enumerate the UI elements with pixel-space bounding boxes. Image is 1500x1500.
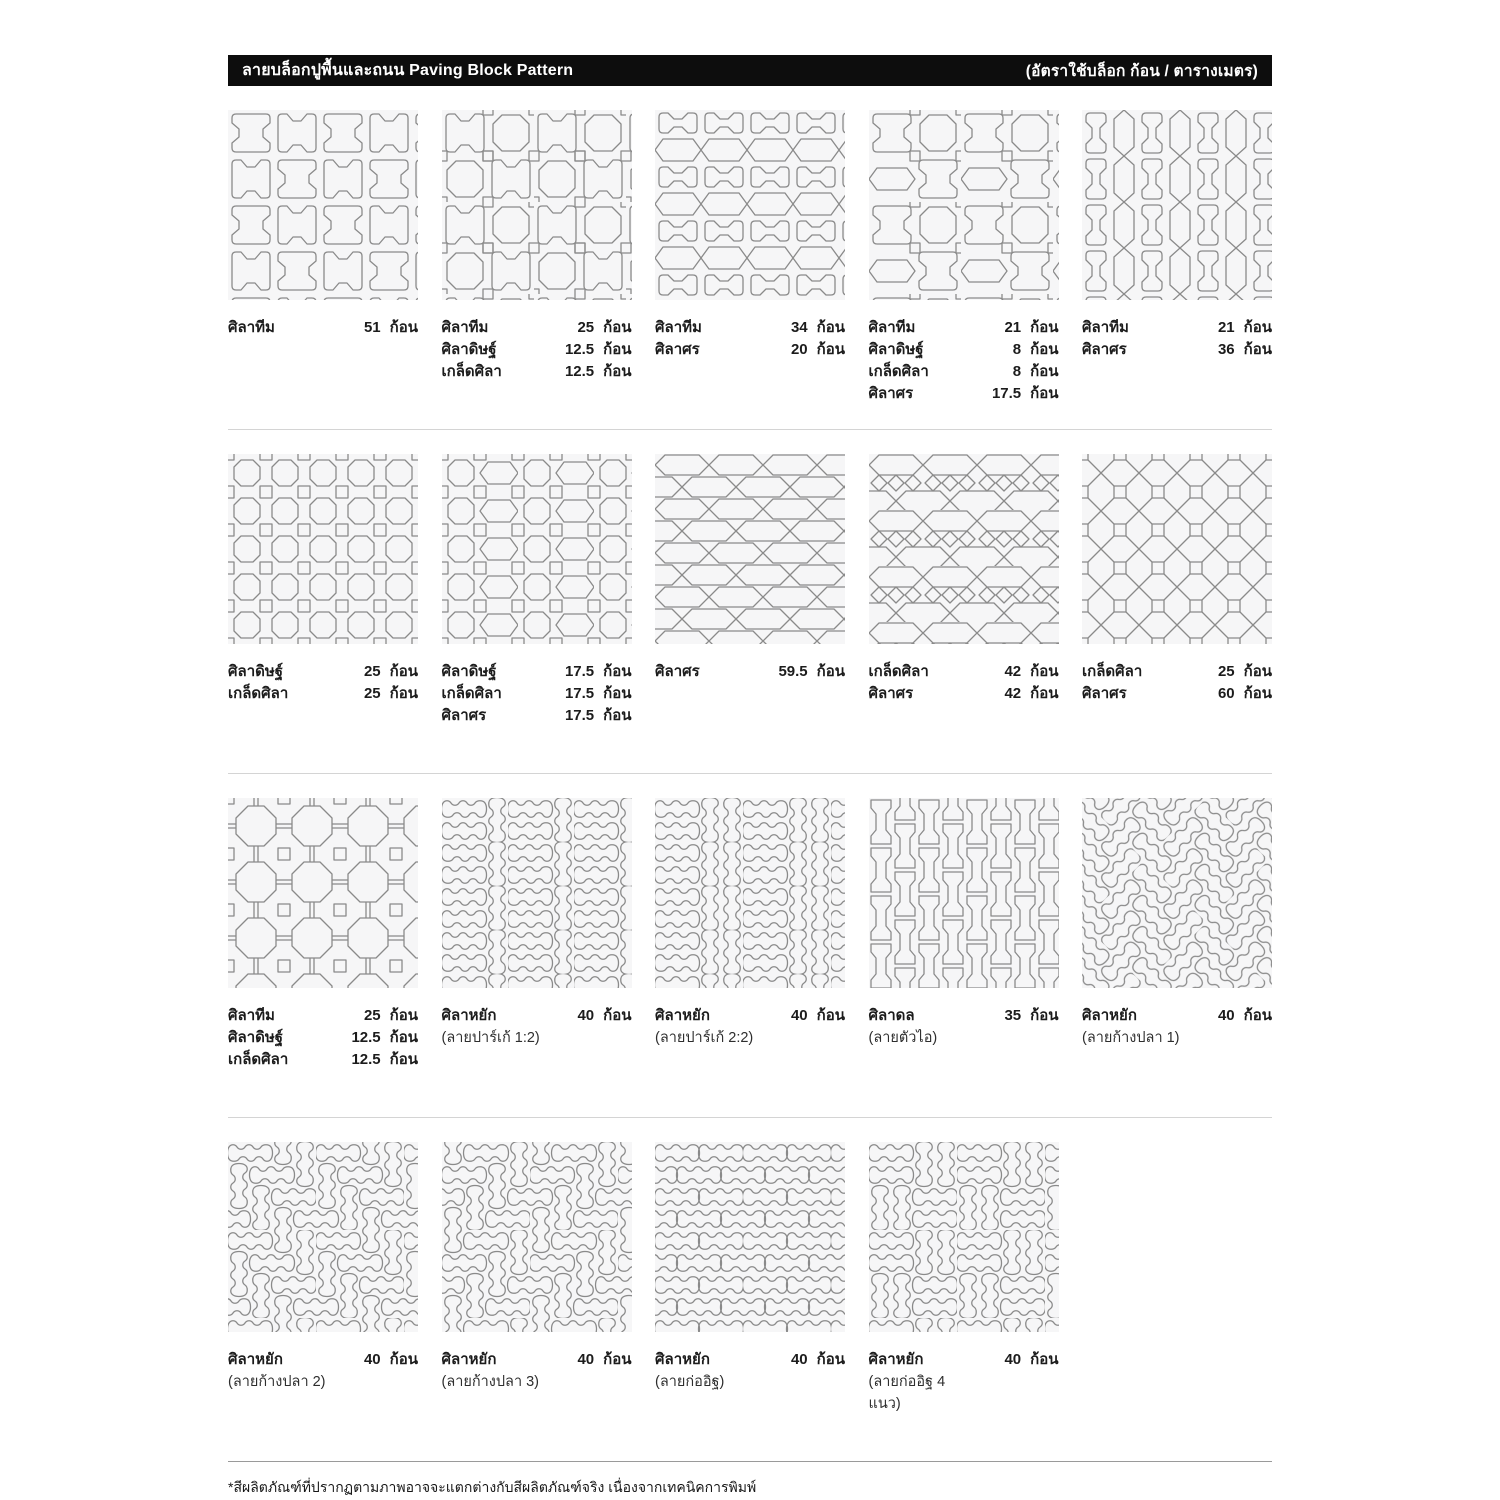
block-quantity: 12.5 ก้อน [564, 341, 632, 358]
pattern-label [655, 661, 845, 753]
block-name: ศิลาดิษฐ์ [868, 341, 924, 358]
pattern-layout-note: (ลายก้างปลา 1) [1082, 1030, 1180, 1046]
pattern-swatch [228, 454, 418, 644]
block-quantity: 42 ก้อน [1004, 685, 1059, 702]
block-name: ศิลาดิษฐ์ [228, 1029, 284, 1046]
pattern-swatch [1082, 454, 1272, 644]
block-quantity: 8 ก้อน [1012, 363, 1059, 380]
pattern-label [869, 1349, 1059, 1441]
block-quantity: 17.5 ก้อน [564, 707, 632, 724]
pattern-card [228, 1142, 418, 1441]
pattern-label [1082, 661, 1272, 753]
block-name: ศิลาหยัก [441, 1007, 497, 1024]
pattern-quantities [770, 661, 845, 683]
block-quantity: 25 ก้อน [1217, 663, 1272, 680]
page-title: ลายบล็อกปูพื้นและถนน Paving Block Pattern [242, 62, 574, 79]
block-name: เกล็ดศิลา [441, 363, 502, 380]
pattern-label [869, 1005, 1059, 1097]
block-quantity: 21 ก้อน [1217, 319, 1272, 336]
pattern-quantities [770, 1349, 845, 1371]
pattern-layout-note: (ลายก่ออิฐ) [655, 1374, 725, 1390]
block-name: ศิลาหยัก [1082, 1007, 1137, 1024]
pattern-swatch [869, 110, 1059, 300]
pattern-quantities [983, 1005, 1058, 1027]
pattern-swatch [1082, 798, 1272, 988]
block-name: ศิลาทีม [1082, 319, 1129, 336]
pattern-label [655, 1349, 845, 1441]
block-name: ศิลาดิษฐ์ [441, 341, 497, 358]
pattern-card [655, 1142, 845, 1441]
pattern-label [655, 317, 845, 409]
block-quantity: 12.5 ก้อน [351, 1051, 418, 1068]
block-quantity: 21 ก้อน [1004, 319, 1059, 336]
pattern-names [228, 1005, 343, 1071]
pattern-quantities [1197, 317, 1272, 361]
pattern-names [1082, 317, 1197, 361]
pattern-names [655, 1005, 770, 1049]
pattern-label [442, 1349, 632, 1441]
pattern-label [1082, 1005, 1272, 1097]
pattern-card [228, 798, 418, 1097]
pattern-names [442, 661, 557, 727]
block-name: ศิลาดิษฐ์ [441, 663, 497, 680]
pattern-swatch [228, 110, 418, 300]
block-name: ศิลาศร [868, 685, 914, 702]
pattern-card [869, 1142, 1059, 1441]
block-name: เกล็ดศิลา [868, 663, 929, 680]
pattern-swatch [228, 1142, 418, 1332]
pattern-swatch [442, 110, 632, 300]
pattern-quantities [556, 1005, 631, 1027]
block-name: ศิลาทีม [441, 319, 489, 336]
pattern-swatch [442, 454, 632, 644]
block-quantity: 40 ก้อน [1217, 1007, 1272, 1024]
block-name: ศิลาศร [655, 341, 700, 358]
pattern-quantities [1197, 661, 1272, 705]
pattern-quantities [343, 1349, 418, 1371]
pattern-label [228, 1349, 418, 1441]
pattern-label [1082, 317, 1272, 409]
block-quantity: 8 ก้อน [1012, 341, 1059, 358]
block-name: ศิลาดิษฐ์ [228, 663, 284, 680]
block-quantity: 12.5 ก้อน [564, 363, 632, 380]
pattern-card [442, 798, 632, 1097]
pattern-names [1082, 661, 1197, 705]
block-quantity: 40 ก้อน [790, 1351, 845, 1368]
pattern-swatch [442, 1142, 632, 1332]
block-quantity: 17.5 ก้อน [991, 385, 1059, 402]
block-name: ศิลาทีม [228, 1007, 275, 1024]
pattern-quantities [556, 317, 631, 383]
pattern-swatch [655, 798, 845, 988]
pattern-layout-note: (ลายปาร์เก้ 2:2) [655, 1030, 754, 1046]
pattern-quantities [556, 1349, 631, 1371]
block-name: ศิลาทีม [228, 319, 275, 336]
pattern-card [869, 798, 1059, 1097]
pattern-row [228, 798, 1272, 1097]
pattern-quantities [556, 661, 631, 727]
block-name: ศิลาหยัก [655, 1007, 710, 1024]
block-name: เกล็ดศิลา [228, 685, 289, 702]
pattern-label [228, 661, 418, 753]
pattern-row [228, 110, 1272, 409]
pattern-layout-note: (ลายก้างปลา 2) [228, 1374, 326, 1390]
block-quantity: 51 ก้อน [363, 319, 418, 336]
pattern-names [869, 1349, 984, 1415]
block-name: เกล็ดศิลา [1082, 663, 1143, 680]
pattern-label [655, 1005, 845, 1097]
pattern-layout-note: (ลายก่ออิฐ 4 แนว) [868, 1374, 946, 1412]
pattern-card [655, 110, 845, 409]
rate-unit-note: (อัตราใช้บล็อก ก้อน / ตารางเมตร) [1025, 63, 1258, 80]
pattern-quantities [343, 1005, 418, 1071]
block-quantity: 60 ก้อน [1217, 685, 1272, 702]
pattern-names [869, 1005, 984, 1049]
block-name: ศิลาทีม [868, 319, 916, 336]
row-divider [228, 773, 1272, 774]
header-bar [228, 55, 1272, 86]
block-name: ศิลาศร [1082, 685, 1127, 702]
pattern-card [869, 454, 1059, 753]
pattern-names [1082, 1005, 1197, 1049]
block-name: ศิลาศร [441, 707, 487, 724]
pattern-label [869, 317, 1059, 409]
block-name: ศิลาศร [868, 385, 914, 402]
pattern-card [228, 454, 418, 753]
pattern-label [228, 1005, 418, 1097]
pattern-swatch [1082, 110, 1272, 300]
pattern-names [869, 317, 984, 405]
pattern-quantities [983, 1349, 1058, 1371]
pattern-swatch [869, 798, 1059, 988]
pattern-grid [228, 110, 1272, 1462]
block-quantity: 12.5 ก้อน [351, 1029, 418, 1046]
pattern-card [228, 110, 418, 409]
pattern-card [869, 110, 1059, 409]
block-quantity: 20 ก้อน [790, 341, 845, 358]
block-name: ศิลาหยัก [228, 1351, 283, 1368]
pattern-card [1082, 110, 1272, 409]
pattern-layout-note: (ลายปาร์เก้ 1:2) [441, 1030, 540, 1046]
pattern-card [442, 454, 632, 753]
pattern-quantities [983, 661, 1058, 705]
pattern-quantities [770, 317, 845, 361]
pattern-layout-note: (ลายตัวไอ) [868, 1030, 938, 1046]
block-name: ศิลาดล [868, 1007, 915, 1024]
pattern-card [655, 454, 845, 753]
pattern-card [1082, 798, 1272, 1097]
block-quantity: 42 ก้อน [1004, 663, 1059, 680]
block-quantity: 40 ก้อน [577, 1007, 632, 1024]
pattern-swatch [655, 110, 845, 300]
pattern-names [869, 661, 984, 705]
block-quantity: 17.5 ก้อน [564, 663, 632, 680]
block-name: ศิลาหยัก [655, 1351, 710, 1368]
row-divider [228, 1117, 1272, 1118]
pattern-card [655, 798, 845, 1097]
pattern-swatch [228, 798, 418, 988]
block-quantity: 40 ก้อน [577, 1351, 632, 1368]
block-quantity: 40 ก้อน [363, 1351, 418, 1368]
pattern-swatch [655, 454, 845, 644]
pattern-row [228, 454, 1272, 753]
pattern-swatch [869, 454, 1059, 644]
block-quantity: 17.5 ก้อน [564, 685, 632, 702]
pattern-row [228, 1142, 1272, 1441]
block-name: ศิลาหยัก [868, 1351, 924, 1368]
pattern-card [1082, 454, 1272, 753]
pattern-card [442, 1142, 632, 1441]
row-divider [228, 1461, 1272, 1462]
pattern-names [442, 1005, 557, 1049]
pattern-label [442, 1005, 632, 1097]
block-name: ศิลาทีม [655, 319, 702, 336]
block-quantity: 25 ก้อน [363, 663, 418, 680]
pattern-quantities [983, 317, 1058, 405]
block-quantity: 40 ก้อน [790, 1007, 845, 1024]
block-name: เกล็ดศิลา [868, 363, 929, 380]
block-quantity: 36 ก้อน [1217, 341, 1272, 358]
pattern-layout-note: (ลายก้างปลา 3) [441, 1374, 540, 1390]
pattern-names [228, 661, 343, 705]
pattern-label [442, 317, 632, 409]
pattern-names [655, 317, 770, 361]
pattern-quantities [770, 1005, 845, 1027]
pattern-names [442, 317, 557, 383]
pattern-names [655, 1349, 770, 1393]
block-quantity: 25 ก้อน [363, 685, 418, 702]
pattern-quantities [343, 317, 418, 339]
content-area [228, 55, 1272, 1499]
row-divider [228, 429, 1272, 430]
block-quantity: 35 ก้อน [1004, 1007, 1059, 1024]
block-name: ศิลาหยัก [441, 1351, 497, 1368]
block-quantity: 40 ก้อน [1004, 1351, 1059, 1368]
block-quantity: 59.5 ก้อน [778, 663, 845, 680]
pattern-label [228, 317, 418, 409]
block-quantity: 25 ก้อน [577, 319, 632, 336]
pattern-names [228, 1349, 343, 1393]
pattern-label [869, 661, 1059, 753]
block-name: ศิลาศร [1082, 341, 1127, 358]
block-quantity: 34 ก้อน [790, 319, 845, 336]
pattern-names [442, 1349, 557, 1393]
pattern-quantities [343, 661, 418, 705]
pattern-swatch [869, 1142, 1059, 1332]
pattern-quantities [1197, 1005, 1272, 1027]
block-quantity: 25 ก้อน [363, 1007, 418, 1024]
pattern-swatch [442, 798, 632, 988]
block-name: ศิลาศร [655, 663, 700, 680]
pattern-label [442, 661, 632, 753]
pattern-names [655, 661, 770, 683]
block-name: เกล็ดศิลา [441, 685, 502, 702]
block-name: เกล็ดศิลา [228, 1051, 289, 1068]
pattern-card [442, 110, 632, 409]
footer-note: *สีผลิตภัณฑ์ที่ปรากฏตามภาพอาจจะแตกต่างกับสีผลิตภัณฑ์จริง เนื่องจากเทคนิคการพิมพ์ [228, 1479, 757, 1495]
pattern-names [228, 317, 343, 339]
pattern-swatch [655, 1142, 845, 1332]
